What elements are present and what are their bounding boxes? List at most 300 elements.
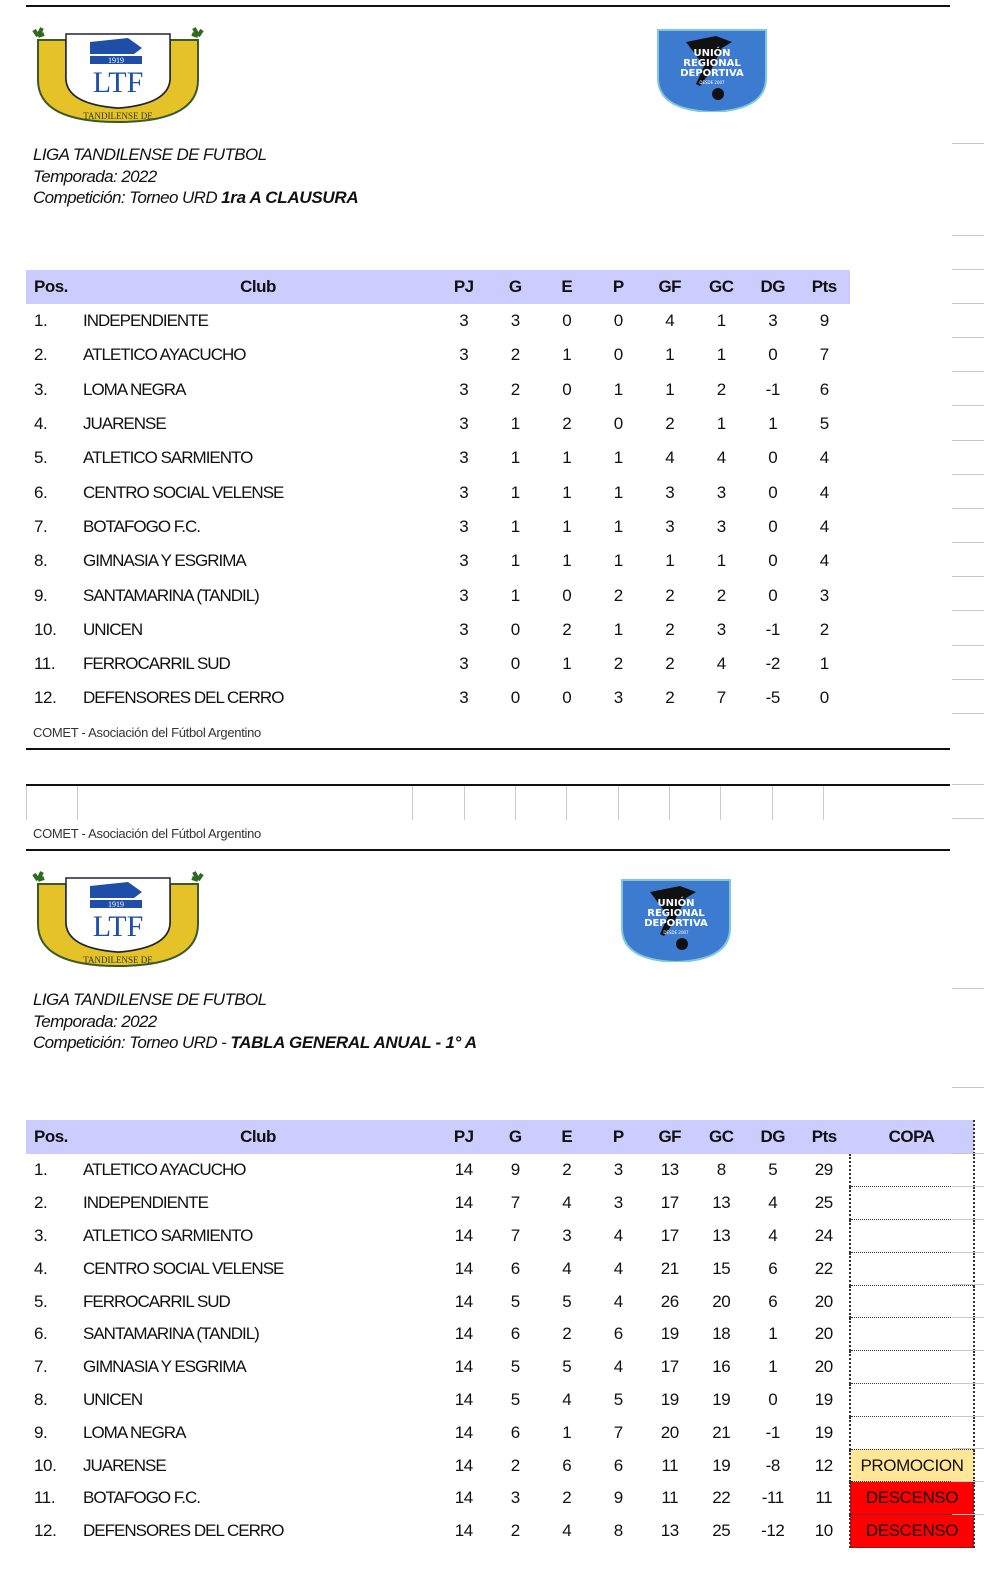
points-cell: 20 [814, 1357, 833, 1377]
position-cell: 9. [34, 1422, 48, 1442]
empty-grid-row [26, 784, 950, 818]
lost-cell: 6 [613, 1455, 623, 1475]
played-cell: 14 [454, 1225, 473, 1245]
drawn-cell: 1 [562, 345, 572, 365]
lost-cell: 4 [613, 1258, 623, 1278]
copa-status-cell [850, 1252, 974, 1285]
position-cell: 11. [34, 654, 56, 674]
column-header-p: P [593, 270, 645, 304]
points-cell: 10 [814, 1521, 833, 1541]
table-row [26, 338, 850, 372]
lost-cell: 0 [613, 345, 623, 365]
won-cell: 5 [510, 1291, 520, 1311]
goals-for-cell: 19 [660, 1389, 679, 1409]
copa-status-cell: DESCENSO [850, 1482, 974, 1515]
goals-against-cell: 2 [716, 379, 726, 399]
lost-cell: 3 [613, 688, 623, 708]
goal-difference-cell: -8 [765, 1455, 780, 1475]
drawn-cell: 1 [562, 1422, 572, 1442]
drawn-cell: 5 [562, 1291, 572, 1311]
column-header-club: Club [78, 270, 438, 304]
goal-difference-cell: 0 [768, 551, 778, 571]
drawn-cell: 6 [562, 1455, 572, 1475]
goals-against-cell: 15 [712, 1258, 731, 1278]
column-header-gc: GC [696, 1120, 748, 1154]
lost-cell: 1 [613, 379, 623, 399]
goals-against-cell: 19 [712, 1389, 731, 1409]
played-cell: 14 [454, 1455, 473, 1475]
club-name-cell: UNICEN [83, 619, 143, 639]
table-row [26, 544, 850, 578]
points-cell: 19 [814, 1422, 833, 1442]
position-cell: 12. [34, 688, 57, 708]
table-row [26, 1220, 974, 1253]
goals-for-cell: 2 [665, 414, 675, 434]
competition-info-1 [33, 144, 358, 209]
league-name: LIGA TANDILENSE DE FUTBOL [33, 145, 267, 164]
svg-text:1919: 1919 [108, 56, 124, 65]
table-row [26, 1416, 974, 1449]
position-cell: 8. [34, 1389, 48, 1409]
lost-cell: 0 [613, 311, 623, 331]
drawn-cell: 2 [562, 1488, 572, 1508]
position-cell: 2. [34, 1193, 48, 1213]
goals-for-cell: 17 [660, 1225, 679, 1245]
position-cell: 10. [34, 619, 57, 639]
lost-cell: 7 [613, 1422, 623, 1442]
position-cell: 6. [34, 1324, 48, 1344]
club-name-cell: SANTAMARINA (TANDIL) [83, 585, 259, 605]
competition-label [33, 187, 358, 209]
column-header-p: P [593, 1120, 645, 1154]
goals-for-cell: 13 [660, 1521, 679, 1541]
position-cell: 11. [34, 1488, 56, 1508]
column-header-pj: PJ [438, 270, 490, 304]
column-header-pts: Pts [799, 1120, 851, 1154]
goals-for-cell: 2 [665, 619, 675, 639]
played-cell: 14 [454, 1258, 473, 1278]
won-cell: 6 [510, 1258, 520, 1278]
goal-difference-cell: 0 [768, 1389, 778, 1409]
position-cell: 5. [34, 1291, 48, 1311]
column-header-g: G [490, 1120, 542, 1154]
lost-cell: 1 [613, 619, 623, 639]
goals-against-cell: 20 [712, 1291, 731, 1311]
goal-difference-cell: 1 [768, 1357, 778, 1377]
urd-logo-icon [620, 878, 732, 962]
drawn-cell: 2 [562, 1324, 572, 1344]
played-cell: 3 [459, 619, 469, 639]
position-cell: 4. [34, 414, 48, 434]
goals-against-cell: 7 [716, 688, 726, 708]
column-header-pj: PJ [438, 1120, 490, 1154]
points-cell: 29 [814, 1160, 833, 1180]
points-cell: 19 [814, 1389, 833, 1409]
position-cell: 2. [34, 345, 48, 365]
copa-status-cell [850, 1187, 974, 1220]
points-cell: 12 [814, 1455, 833, 1475]
column-header-e: E [541, 1120, 593, 1154]
svg-text:UNIÓN: UNIÓN [657, 898, 695, 909]
club-name-cell: LOMA NEGRA [83, 379, 186, 399]
goals-against-cell: 2 [716, 585, 726, 605]
position-cell: 5. [34, 448, 48, 468]
goal-difference-cell: 6 [768, 1258, 778, 1278]
column-header-pos: Pos. [26, 1120, 78, 1154]
copa-status-cell [850, 1351, 974, 1384]
table-row [26, 613, 850, 647]
table-row [26, 1252, 974, 1285]
goals-for-cell: 2 [665, 654, 675, 674]
points-cell: 4 [819, 448, 829, 468]
points-cell: 3 [819, 585, 829, 605]
drawn-cell: 2 [562, 414, 572, 434]
column-header-gf: GF [644, 1120, 696, 1154]
position-cell: 8. [34, 551, 48, 571]
svg-text:DEPORTIVA: DEPORTIVA [680, 68, 744, 79]
won-cell: 7 [510, 1225, 520, 1245]
points-cell: 20 [814, 1324, 833, 1344]
table-row [26, 441, 850, 475]
lost-cell: 0 [613, 414, 623, 434]
points-cell: 11 [815, 1488, 833, 1508]
points-cell: 6 [819, 379, 829, 399]
club-name-cell: CENTRO SOCIAL VELENSE [83, 1258, 284, 1278]
svg-text:UNIÓN: UNIÓN [693, 48, 731, 59]
clausura-standings-table [26, 270, 850, 716]
table-row [26, 1482, 974, 1515]
drawn-cell: 5 [562, 1357, 572, 1377]
goal-difference-cell: 0 [768, 482, 778, 502]
table-row [26, 1351, 974, 1384]
position-cell: 7. [34, 1357, 48, 1377]
goals-against-cell: 1 [716, 311, 726, 331]
played-cell: 14 [454, 1488, 473, 1508]
position-cell: 1. [34, 311, 48, 331]
svg-text:TANDILENSE DE: TANDILENSE DE [83, 111, 153, 121]
competition-label [33, 1032, 477, 1054]
position-cell: 7. [34, 516, 48, 536]
won-cell: 6 [510, 1422, 520, 1442]
won-cell: 9 [510, 1160, 520, 1180]
played-cell: 3 [459, 688, 469, 708]
club-name-cell: LOMA NEGRA [83, 1422, 186, 1442]
lost-cell: 1 [613, 516, 623, 536]
played-cell: 3 [459, 551, 469, 571]
drawn-cell: 1 [562, 551, 572, 571]
club-name-cell: ATLETICO AYACUCHO [83, 345, 246, 365]
goals-against-cell: 3 [716, 516, 726, 536]
won-cell: 1 [510, 448, 520, 468]
goal-difference-cell: 0 [768, 448, 778, 468]
points-cell: 0 [819, 688, 829, 708]
svg-text:LTF: LTF [92, 66, 144, 99]
table-row [26, 647, 850, 681]
copa-status-cell [850, 1154, 974, 1187]
goal-difference-cell: 1 [768, 1324, 778, 1344]
source-note-1: COMET - Asociación del Fútbol Argentino [33, 725, 261, 740]
won-cell: 7 [510, 1193, 520, 1213]
competition-name: TABLA GENERAL ANUAL - 1° A [230, 1033, 477, 1052]
played-cell: 14 [454, 1324, 473, 1344]
played-cell: 3 [459, 448, 469, 468]
lost-cell: 2 [613, 654, 623, 674]
column-header-e: E [541, 270, 593, 304]
club-name-cell: GIMNASIA Y ESGRIMA [83, 1357, 246, 1377]
section-rule [26, 748, 950, 750]
points-cell: 24 [814, 1225, 833, 1245]
played-cell: 3 [459, 516, 469, 536]
goals-against-cell: 22 [712, 1488, 731, 1508]
club-name-cell: FERROCARRIL SUD [83, 654, 230, 674]
goal-difference-cell: 4 [768, 1225, 778, 1245]
position-cell: 3. [34, 379, 48, 399]
club-name-cell: ATLETICO SARMIENTO [83, 448, 253, 468]
club-name-cell: BOTAFOGO F.C. [83, 516, 201, 536]
goal-difference-cell: 6 [768, 1291, 778, 1311]
goals-for-cell: 1 [665, 345, 675, 365]
points-cell: 7 [819, 345, 829, 365]
lost-cell: 8 [613, 1521, 623, 1541]
lost-cell: 9 [613, 1488, 623, 1508]
ltf-logo-icon [32, 862, 204, 970]
points-cell: 2 [819, 619, 829, 639]
points-cell: 4 [819, 551, 829, 571]
goals-against-cell: 1 [716, 345, 726, 365]
goal-difference-cell: -1 [765, 379, 780, 399]
table-row [26, 373, 850, 407]
goals-for-cell: 19 [660, 1324, 679, 1344]
lost-cell: 6 [613, 1324, 623, 1344]
goals-for-cell: 20 [660, 1422, 679, 1442]
won-cell: 2 [510, 345, 520, 365]
copa-status-cell [850, 1384, 974, 1417]
copa-status-cell [850, 1285, 974, 1318]
goals-for-cell: 17 [660, 1357, 679, 1377]
column-header-dg: DG [747, 270, 799, 304]
goals-against-cell: 16 [712, 1357, 731, 1377]
won-cell: 0 [510, 688, 520, 708]
lost-cell: 1 [613, 551, 623, 571]
top-rule [26, 5, 950, 7]
points-cell: 4 [819, 516, 829, 536]
played-cell: 3 [459, 379, 469, 399]
copa-status-cell: DESCENSO [850, 1515, 974, 1548]
goals-for-cell: 11 [661, 1488, 679, 1508]
lost-cell: 5 [613, 1389, 623, 1409]
club-name-cell: JUARENSE [83, 1455, 166, 1475]
table-row [26, 304, 850, 338]
goals-against-cell: 1 [716, 551, 726, 571]
played-cell: 14 [454, 1521, 473, 1541]
table-header-row [26, 1120, 974, 1154]
goals-against-cell: 19 [712, 1455, 731, 1475]
position-cell: 9. [34, 585, 48, 605]
copa-status-cell [850, 1220, 974, 1253]
goals-for-cell: 4 [665, 448, 675, 468]
lost-cell: 4 [613, 1291, 623, 1311]
column-header-g: G [490, 270, 542, 304]
season-label: Temporada: 2022 [33, 166, 157, 186]
played-cell: 14 [454, 1422, 473, 1442]
club-name-cell: BOTAFOGO F.C. [83, 1488, 201, 1508]
svg-text:DESDE 2007: DESDE 2007 [663, 930, 689, 935]
goals-for-cell: 17 [660, 1193, 679, 1213]
column-header-pos: Pos. [26, 270, 78, 304]
drawn-cell: 4 [562, 1193, 572, 1213]
copa-status-cell [850, 1416, 974, 1449]
column-header-gf: GF [644, 270, 696, 304]
goals-against-cell: 13 [712, 1225, 731, 1245]
svg-text:DEPORTIVA: DEPORTIVA [644, 918, 708, 929]
goals-for-cell: 21 [660, 1258, 679, 1278]
drawn-cell: 4 [562, 1258, 572, 1278]
goals-for-cell: 2 [665, 585, 675, 605]
competition-name: 1ra A CLAUSURA [221, 188, 359, 207]
competition-info-2 [33, 989, 477, 1054]
goal-difference-cell: 3 [768, 311, 778, 331]
goals-against-cell: 25 [712, 1521, 731, 1541]
svg-text:LTF: LTF [92, 910, 144, 943]
won-cell: 2 [510, 1521, 520, 1541]
won-cell: 0 [510, 654, 520, 674]
club-name-cell: DEFENSORES DEL CERRO [83, 688, 284, 708]
club-name-cell: INDEPENDIENTE [83, 311, 208, 331]
won-cell: 5 [510, 1389, 520, 1409]
goals-against-cell: 13 [712, 1193, 731, 1213]
lost-cell: 4 [613, 1225, 623, 1245]
won-cell: 2 [510, 1455, 520, 1475]
drawn-cell: 0 [562, 688, 572, 708]
drawn-cell: 0 [562, 379, 572, 399]
column-header-copa: COPA [850, 1120, 974, 1154]
table-header-row [26, 270, 850, 304]
lost-cell: 2 [613, 585, 623, 605]
table-row [26, 1384, 974, 1417]
goal-difference-cell: -5 [765, 688, 780, 708]
goal-difference-cell: 4 [768, 1193, 778, 1213]
urd-logo-icon [656, 28, 768, 112]
lost-cell: 1 [613, 482, 623, 502]
won-cell: 3 [510, 311, 520, 331]
svg-text:REGIONAL: REGIONAL [683, 58, 741, 69]
club-name-cell: ATLETICO SARMIENTO [83, 1225, 253, 1245]
drawn-cell: 0 [562, 585, 572, 605]
club-name-cell: DEFENSORES DEL CERRO [83, 1521, 284, 1541]
goals-for-cell: 1 [665, 551, 675, 571]
points-cell: 5 [819, 414, 829, 434]
drawn-cell: 2 [562, 619, 572, 639]
points-cell: 9 [819, 311, 829, 331]
goals-for-cell: 13 [660, 1160, 679, 1180]
drawn-cell: 2 [562, 1160, 572, 1180]
goals-for-cell: 1 [665, 379, 675, 399]
table-row [26, 407, 850, 441]
played-cell: 14 [454, 1193, 473, 1213]
position-cell: 12. [34, 1521, 57, 1541]
drawn-cell: 4 [562, 1521, 572, 1541]
table-row [26, 578, 850, 612]
goals-against-cell: 4 [716, 654, 726, 674]
goal-difference-cell: -12 [761, 1521, 785, 1541]
column-header-gc: GC [696, 270, 748, 304]
position-cell: 4. [34, 1258, 48, 1278]
points-cell: 22 [814, 1258, 833, 1278]
club-name-cell: INDEPENDIENTE [83, 1193, 208, 1213]
club-name-cell: JUARENSE [83, 414, 166, 434]
won-cell: 1 [510, 551, 520, 571]
table-row [26, 1285, 974, 1318]
played-cell: 14 [454, 1357, 473, 1377]
goals-against-cell: 3 [716, 482, 726, 502]
table-row [26, 475, 850, 509]
goal-difference-cell: 0 [768, 516, 778, 536]
played-cell: 3 [459, 482, 469, 502]
lost-cell: 3 [613, 1193, 623, 1213]
table-row [26, 681, 850, 715]
goal-difference-cell: 1 [768, 414, 778, 434]
lost-cell: 3 [613, 1160, 623, 1180]
goals-against-cell: 3 [716, 619, 726, 639]
lost-cell: 4 [613, 1357, 623, 1377]
position-cell: 3. [34, 1225, 48, 1245]
won-cell: 1 [510, 482, 520, 502]
svg-text:DESDE 2007: DESDE 2007 [699, 80, 725, 85]
competition-prefix: Competición: Torneo URD - [33, 1033, 231, 1052]
points-cell: 1 [819, 654, 829, 674]
played-cell: 3 [459, 654, 469, 674]
table-row [26, 510, 850, 544]
goal-difference-cell: 0 [768, 345, 778, 365]
goal-difference-cell: -1 [765, 1422, 780, 1442]
goals-for-cell: 4 [665, 311, 675, 331]
goal-difference-cell: -11 [761, 1488, 784, 1508]
drawn-cell: 1 [562, 516, 572, 536]
table-row [26, 1154, 974, 1187]
won-cell: 6 [510, 1324, 520, 1344]
drawn-cell: 0 [562, 311, 572, 331]
page-footer-note: COMET - Asociación del Fútbol Argentino [33, 826, 261, 841]
goals-for-cell: 3 [665, 482, 675, 502]
position-cell: 10. [34, 1455, 57, 1475]
drawn-cell: 1 [562, 448, 572, 468]
points-cell: 25 [814, 1193, 833, 1213]
drawn-cell: 3 [562, 1225, 572, 1245]
page-break-rule [26, 849, 950, 851]
drawn-cell: 1 [562, 654, 572, 674]
svg-text:1919: 1919 [108, 900, 124, 909]
goals-against-cell: 8 [716, 1160, 726, 1180]
goal-difference-cell: 0 [768, 585, 778, 605]
table-row [26, 1449, 974, 1482]
goals-for-cell: 2 [665, 688, 675, 708]
won-cell: 0 [510, 619, 520, 639]
played-cell: 3 [459, 311, 469, 331]
goal-difference-cell: 5 [768, 1160, 778, 1180]
club-name-cell: FERROCARRIL SUD [83, 1291, 230, 1311]
goals-for-cell: 11 [661, 1455, 679, 1475]
points-cell: 20 [814, 1291, 833, 1311]
drawn-cell: 1 [562, 482, 572, 502]
goals-against-cell: 18 [712, 1324, 731, 1344]
club-name-cell: GIMNASIA Y ESGRIMA [83, 551, 246, 571]
played-cell: 3 [459, 585, 469, 605]
position-cell: 6. [34, 482, 48, 502]
position-cell: 1. [34, 1160, 48, 1180]
table-row [26, 1318, 974, 1351]
copa-status-cell [850, 1318, 974, 1351]
club-name-cell: ATLETICO AYACUCHO [83, 1160, 246, 1180]
